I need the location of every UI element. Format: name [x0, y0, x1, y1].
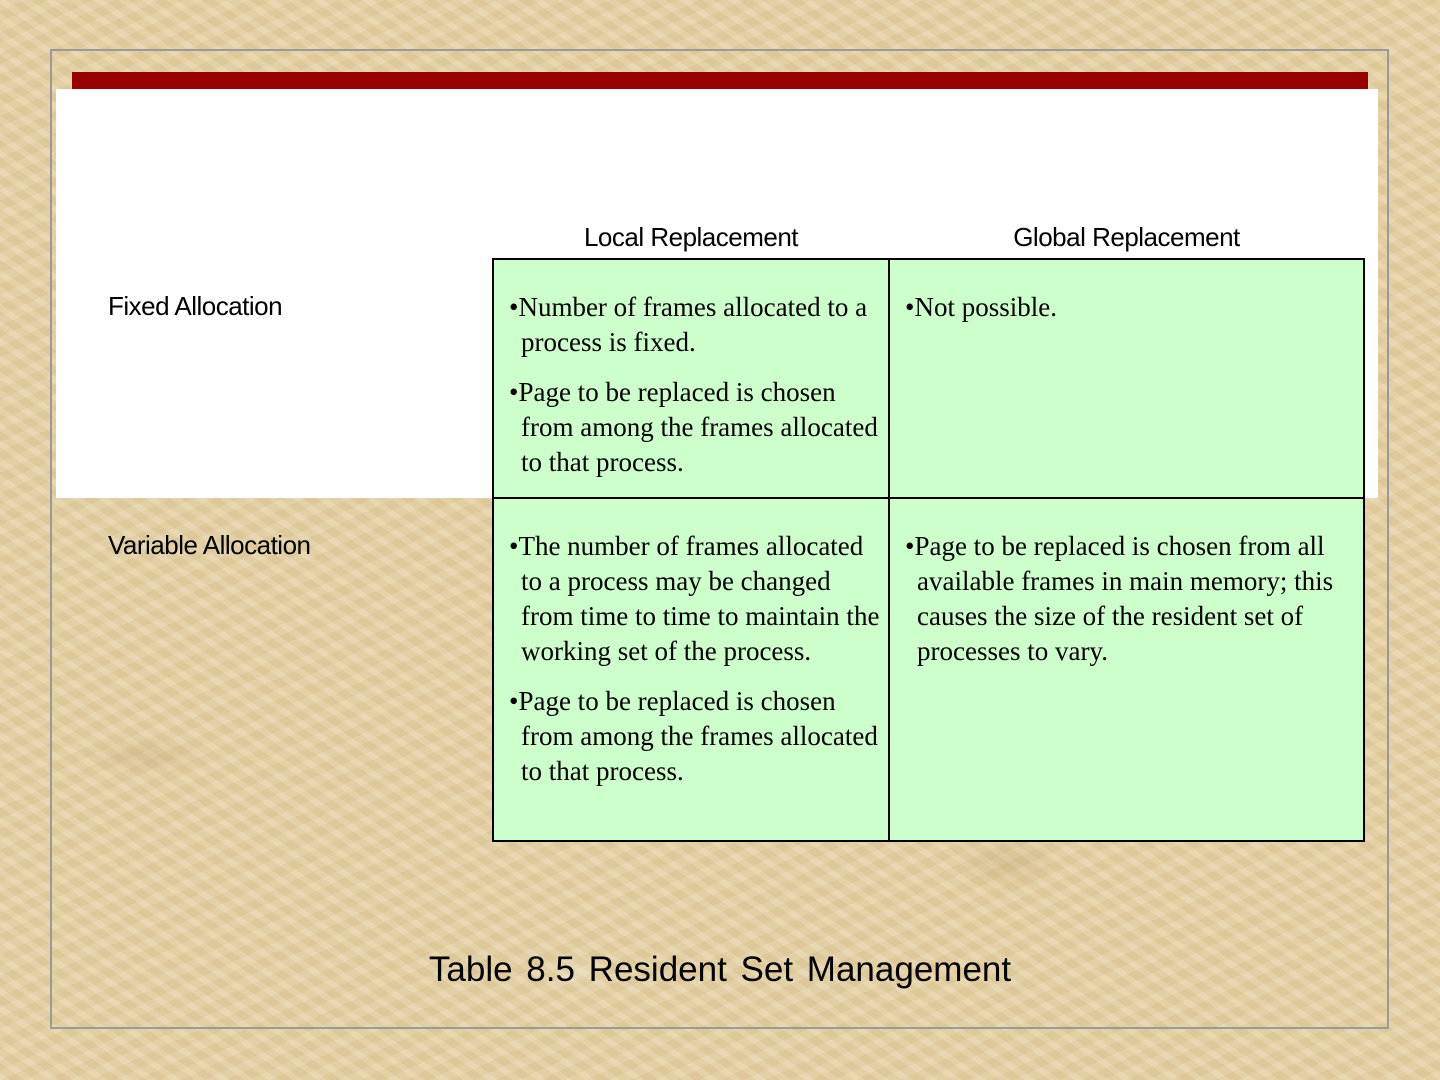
row-header-variable-allocation: Variable Allocation	[108, 530, 311, 560]
cell-variable-local	[492, 497, 891, 842]
cell-bullet: •Page to be replaced is chosen from among the frames allocated to that process.	[509, 377, 878, 477]
cell-bullet: •Number of frames allocated to a process is fixed.	[509, 292, 868, 357]
cell-bullet: •Page to be replaced is chosen from among the frames allocated to that process.	[509, 686, 878, 786]
row-header-fixed-allocation: Fixed Allocation	[108, 291, 283, 321]
cell-variable-global	[888, 497, 1365, 842]
title-accent-bar	[72, 72, 1368, 90]
table-caption: Table 8.5 Resident Set Management	[428, 950, 1012, 989]
cell-bullet: •Page to be replaced is chosen from all available frames in main memory; this causes the size of the resident set of processes to vary.	[905, 531, 1334, 666]
cell-bullet: •The number of frames allocated to a process may be changed from time to time to maintain the working set of the process.	[509, 531, 880, 666]
cell-fixed-local	[492, 258, 891, 499]
column-header-global-replacement: Global Replacement	[1013, 222, 1240, 252]
cell-fixed-global	[888, 258, 1365, 499]
column-header-local-replacement: Local Replacement	[583, 222, 799, 252]
cell-bullet: •Not possible.	[905, 292, 1057, 322]
